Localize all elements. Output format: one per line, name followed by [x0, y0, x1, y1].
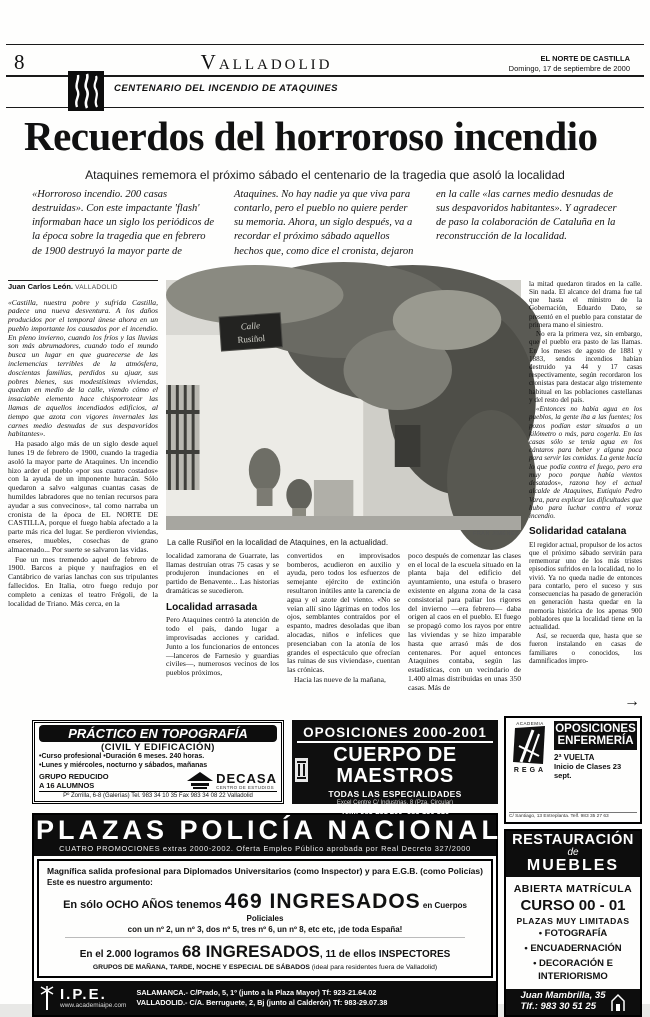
article-paragraph: «Entonces no había agua en los pueblos, la gente iba a las fuentes; los pozos podían estar situados a un kilómetro o más, para cogerla. En las casas sólo se tenía agua en los cántaros para beber y alguna poca para servir las comidas. La gente hacía lo que podía contra el fuego, pero era muy poco porque había vientos desatados», razona hoy el actual alcalde de Ataquines, Eutiquio Pedro Vara, para explicar las dificultades que hubo para luchar contra el voraz incendio. — [529, 405, 642, 520]
ad-muebles-bullet: • ENCUADERNACIÓN — [524, 943, 622, 955]
ad-muebles-address — [520, 991, 605, 1013]
article-paragraph: No era la primera vez, sin embargo, que el pueblo era pasto de las llamas. En los meses de agosto de 1881 y 1883, sendos incendios habían destruido ya 44 y 17 casas respectivamente, según recordaron los cronistas para destacar algo tristemente habitual en las poblaciones castellanas y del resto del país. — [529, 330, 642, 404]
photo-zone — [166, 280, 521, 712]
ad-enfermeria-title2: ENFERMERÍA — [557, 735, 634, 748]
ad-enfermeria-line1: 2ª VUELTA — [554, 753, 595, 763]
ad-muebles-title3: MUEBLES — [526, 857, 620, 875]
decasa-logo — [187, 772, 277, 790]
group-line: A 16 ALUMNOS — [39, 780, 95, 790]
ad-maestros — [292, 720, 498, 816]
ad-policia-469-post: en Cuerpos Policiales — [246, 900, 467, 923]
ipe-addresses — [132, 988, 490, 1008]
columns-icon — [297, 761, 306, 779]
ad-maestros-line4: Excel Centre C/ Industrias, 8 (Pza. Circular) — [336, 799, 454, 806]
divider — [65, 937, 465, 938]
photo-caption: La calle Rusiñol en la localidad de Ataquines, en la actualidad. — [167, 537, 389, 547]
edition-date: Domingo, 17 de septiembre de 2000 — [508, 63, 630, 73]
lead-paragraph: «Horroroso incendio. 200 casas destruidas». Con este impactante 'flash' informaban hace un siglo los periódicos de la época sobre la tragedia que en febrero de 1900 destruyó la mayor parte de Ataquines. No hay nadie ya que viva para contarlo, pero el pueblo no quiere perder su memoria. Ahora, un siglo después, va a recordar el próximo sábado aquellos hechos que, como dice el cronista, dejaron en la calle «las carnes medio desnudas de sus despavoridos habitantes». Y agradecer de paso la colaboración de Cataluña en la reconstrucción de la localidad. — [32, 188, 617, 257]
ad-muebles-header — [506, 831, 640, 878]
ad-enfermeria — [504, 716, 642, 824]
ad-policia-header — [34, 814, 502, 856]
ad-policia-body — [37, 859, 493, 978]
ads-region — [32, 720, 642, 1017]
ad-enfermeria-top — [509, 721, 637, 812]
ipe-brand — [60, 987, 126, 1009]
ad-enfermeria-title — [554, 721, 637, 750]
headline: Recuerdos del horroroso incendio — [24, 113, 598, 159]
svg-text:Rusiñol: Rusiñol — [237, 332, 266, 345]
ad-policia-68-pre: En el 2.000 logramos — [79, 948, 182, 960]
article-paragraph: Hacia las nueve de la mañana, — [294, 674, 386, 684]
ad-muebles-footer — [506, 989, 640, 1015]
ad-policia-line1: Magnífica salida profesional para Diplomados Universitarios (como Inspector) y para E.G.B. (como Policías) — [47, 865, 483, 876]
house-icon — [187, 772, 213, 790]
article-middle-grid — [166, 280, 642, 712]
rega-icon — [513, 726, 547, 766]
ad-policia-469-number: 469 INGRESADOS — [224, 889, 421, 913]
article-middle-span — [166, 280, 642, 712]
article-column-4 — [408, 552, 521, 712]
ad-topografia-bullet: •Lunes y miércoles, nocturno y sábados, mañanas — [39, 761, 208, 769]
ad-topografia-group — [39, 772, 119, 790]
kicker-label: CENTENARIO DEL INCENDIO DE ATAQUINES — [114, 83, 339, 94]
ad-topografia-bullet: •Curso profesional •Duración 6 meses. 240 horas. — [39, 752, 205, 760]
ads-row-1 — [32, 720, 498, 816]
rega-name: REGA — [513, 766, 547, 774]
ad-topografia-title: PRÁCTICO EN TOPOGRAFÍA — [39, 725, 277, 742]
article-paragraph: Ha pasado algo más de un siglo desde aquel lunes 19 de febrero de 1900, cuando la tragedia asoló la mayor parte de Ataquines. Un incendio hizo arder el pueblo «por sus cuatro costados» con la ayuda de un imponente huracán. Sólo quedaron a salvo «algunas cuantas casas de humildes labradores que no tenían recursos para ayudar a sus convecinos», tal como narraba un cronista de la época de EL NORTE DE CASTILLA, porque el fuego había afectado a la parte más rica del lugar. Se perdieron viviendas, enseres, muebles, cosechas de grano almacenado... Por suerte se salvaron las vidas. — [8, 439, 158, 554]
ad-policia-detail: con un nº 2, un nº 3, dos nº 5, tres nº 6, un nº 8, etc etc, ¡de toda España! — [127, 924, 403, 934]
ad-muebles — [504, 829, 642, 1017]
article-body — [8, 280, 642, 712]
window-grille — [166, 385, 200, 490]
byline-author: Juan Carlos León. — [8, 281, 74, 291]
ads-right-column — [504, 716, 642, 1017]
article-paragraph: «Castilla, nuestra pobre y sufrida Castilla, padece una nueva desventura. A los daños producidos por el temporal únese ahora en un pueblo importante los causados por el incendio. En pleno invierno, cuando los fríos y las lluvias son más abrumadores, cuando todo el mundo busca un lugar en que guarecerse de las inclemencias terribles de la atmósfera, doscientas familias, perdidos su ajuar, sus pobres bienes, sus modestísimas viviendas, quedan en medio de la calle, viendo cómo el insaciable elemento hace chisporrotear las llamas de aquellos incendiados edificios, al tiempo que azota con vigores invernales las carnes medio desnudas de sus despavoridos habitantes». — [8, 297, 158, 439]
excel-centre-logo-icon — [295, 758, 308, 782]
ad-maestros-phone: Telf.: 983-251 290 -983-130 310 — [340, 806, 450, 816]
ad-muebles-line2: CURSO 00 - 01 — [520, 896, 626, 914]
ad-muebles-bullet: • FOTOGRAFÍA — [538, 928, 608, 940]
section-title: Valladolid — [200, 50, 333, 74]
under-photo-columns — [166, 552, 521, 712]
ad-policia-title: PLAZAS POLICÍA NACIONAL — [36, 814, 502, 845]
ad-enfermeria-content — [554, 721, 637, 812]
article-paragraph: localidad zamorana de Guarrate, las llamas destruían otras 75 casas y se produjeron inundaciones en el partido de Benavente... Las historias dramáticas se sucedieron. — [166, 550, 279, 595]
ad-policia-argument: Este es nuestro argumento: — [47, 878, 153, 888]
ipe-name: I.P.E. — [60, 985, 107, 1003]
ipe-address-valladolid: VALLADOLID.- C/A. Berruguete, 2, Bj (junto al Calderón) Tf: 983-29.07.38 — [136, 997, 388, 1007]
kicker — [6, 77, 644, 107]
ad-policia-nacional — [32, 813, 502, 1017]
article-paragraph: El regidor actual, propulsor de los actos que el próximo sábado servirán para rememorar uno de los más tristes episodios sufridos en la localidad, no lo vivió. Ya no queda nadie de entonces para contarlo, pero el suceso y sus consecuencias ha pasado de generación en generación hasta quedar en la memoria histórica de los apenas 900 pobladores que la localidad tiene en la actualidad. — [529, 540, 642, 631]
building-icon — [610, 993, 626, 1011]
ipe-address-salamanca: SALAMANCA.- C/Prado, 5, 1º (junto a la Plaza Mayor) Tf: 923-21.64.02 — [136, 987, 377, 997]
flames-icon-svg — [68, 71, 104, 111]
streetlamp-icon — [40, 986, 54, 1010]
ad-muebles-phone: Tlf.: 983 30 51 25 — [520, 1000, 597, 1012]
ad-policia-footer — [34, 981, 496, 1015]
ad-enfermeria-title1: OPOSICIONES — [555, 722, 636, 735]
street-photo — [166, 280, 521, 530]
article-column-2 — [166, 552, 279, 712]
continuation-arrow-icon: → — [624, 692, 640, 710]
article-column-1 — [8, 280, 158, 712]
edition-block — [509, 54, 630, 73]
article-paragraph: Pero Ataquines centró la atención de todo el país, dando lugar a improvisadas acciones y caridad. Junto a los funcionarios de entonces —lanceros de Farnesio y guardias civiles—, numerosos vecinos de los pueblos próximos, — [166, 615, 279, 678]
article-column-3 — [287, 552, 400, 712]
ad-muebles-line3: PLAZAS MUY LIMITADAS — [516, 915, 630, 926]
article-paragraph: la mitad quedaron tirados en la calle. Sin nada. El alcance del drama fue tal que hasta el ministro de la Gobernación, Eduardo Dato, se presentó en el pueblo para constatar de primera mano el siniestro. — [529, 279, 642, 329]
ad-policia-groups — [47, 964, 483, 971]
flames-icon — [68, 71, 104, 111]
ad-policia-68-line — [47, 942, 483, 962]
ad-muebles-line1: ABIERTA MATRÍCULA — [513, 882, 633, 895]
ad-policia-groups-note: (ideal para residentes fuera de Valladolid) — [309, 964, 438, 972]
ad-topografia-row — [39, 770, 277, 791]
subhead-solidaridad-catalana: Solidaridad catalana — [529, 526, 627, 538]
svg-text:Calle: Calle — [240, 320, 261, 332]
subhead-localidad-arrasada: Localidad arrasada — [166, 601, 258, 613]
ad-maestros-title: CUERPO DE MAESTROS — [333, 743, 457, 787]
ad-muebles-title2: de — [567, 847, 579, 859]
article-column-5 — [529, 280, 642, 712]
ad-policia-469-pre: En sólo OCHO AÑOS tenemos — [63, 898, 225, 911]
ad-policia-subtitle: CUATRO PROMOCIONES extras 2000-2002. Oferta Empleo Público aprobada por Real Decreto 327/2000 — [59, 844, 471, 854]
paper-name: EL NORTE DE CASTILLA — [540, 54, 630, 64]
decasa-name: DECASA — [216, 770, 277, 786]
academia-label: ACADEMIA — [516, 720, 544, 726]
photo-credit: FRAN JIMÉNEZ — [472, 530, 519, 537]
decasa-text — [216, 772, 277, 790]
ad-policia-68-post: , 11 de ellos INSPECTORES — [319, 948, 451, 960]
ad-topografia-subtitle: (CIVIL Y EDIFICACIÓN) — [101, 741, 215, 753]
ad-maestros-line3: TODAS LAS ESPECIALIDADES — [328, 788, 462, 799]
article-paragraph: poco después de comenzar las clases en el local de la escuela situado en la planta baja del edificio del ayuntamiento, una estufa o brasero existente en alguna zona de la casa consistorial para paliar los rigores del invierno —era febrero— daba origen al caos en el pueblo. El fuego se propagó como los rayos por entre las viviendas y se hizo imparable hasta que arrasó más de dos centenares. Por aquel entonces Ataquines contaba, según las estadísticas, con un vecindario de 1.400 almas distribuidas en unas 350 casas. Más de — [408, 550, 521, 692]
street-photo-svg — [166, 280, 521, 530]
ad-policia-groups-bold: GRUPOS DE MAÑANA, TARDE, NOCHE Y ESPECIAL DE SÁBADOS — [92, 964, 310, 972]
ad-maestros-line1: OPOSICIONES 2000-2001 — [297, 725, 493, 743]
group-line: GRUPO REDUCIDO — [39, 771, 109, 781]
street-sign — [219, 313, 282, 351]
ad-policia-469-line — [47, 890, 483, 923]
ad-enfermeria-footer: C/ Santiago, 13 Entreplanta. Telf. 983 35 27 63 — [509, 812, 637, 819]
rega-logo — [509, 721, 551, 812]
ad-muebles-body — [506, 877, 640, 989]
ad-policia-68-number: 68 INGRESADOS — [181, 941, 320, 961]
page-number: 8 — [14, 50, 25, 74]
ad-topografia — [32, 720, 284, 804]
article-paragraph: Fue un mes tremendo aquel de febrero de 1900. Barcos a pique y naufragios en el Cantábrico de varias lanchas con sus tripulantes fallecidos. En Italia, otro fuego redujo por completo a cenizas el teatro Frégoli, de la localidad de Triano. Más cerca, en la — [8, 554, 158, 608]
ad-muebles-title1: RESTAURACIÓN — [512, 831, 634, 848]
article-paragraph: Así, se recuerda que, hasta que se fueron instalando en casas de familiares o conocidos, los damnificados impro- — [529, 632, 642, 665]
ipe-website: www.academiaipe.com — [60, 1001, 127, 1009]
ads-left-column — [32, 720, 502, 1017]
decasa-subtitle: CENTRO DE ESTUDIOS — [216, 784, 275, 790]
byline — [8, 280, 158, 292]
deck: Ataquines rememora el próximo sábado el centenario de la tragedia que asoló la localidad — [85, 167, 565, 182]
ad-topografia-footer: Pº Zorrilla, 6-8 (Galerías) Tel. 983 34 10 35 Fax 983 34 08 22 Valladolid — [39, 791, 277, 799]
article-paragraph: convertidos en improvisados bomberos, acudieron en auxilio y ayuda, pero todos los esfuerzos de semejante ejército de extinción resultaron inútiles ante la carencia de agua y el azote del viento. «No se veían allí sino lágrimas en todos los ojos, semblantes contraídos por el espanto, madres desoladas que iban alocadas, niños e infelices que presenciaban con la atonía de los grandes el espectáculo que ofrecían las ruinas de sus viviendas», cuentan las crónicas. — [287, 550, 400, 675]
byline-place: VALLADOLID — [75, 283, 118, 291]
ad-muebles-street: Juan Mambrilla, 35 — [520, 989, 606, 1001]
ad-enfermeria-line2: Inicio de Clases 23 sept. — [554, 762, 622, 781]
ad-muebles-bullet: • DECORACIÓN E INTERIORISMO — [533, 958, 613, 982]
